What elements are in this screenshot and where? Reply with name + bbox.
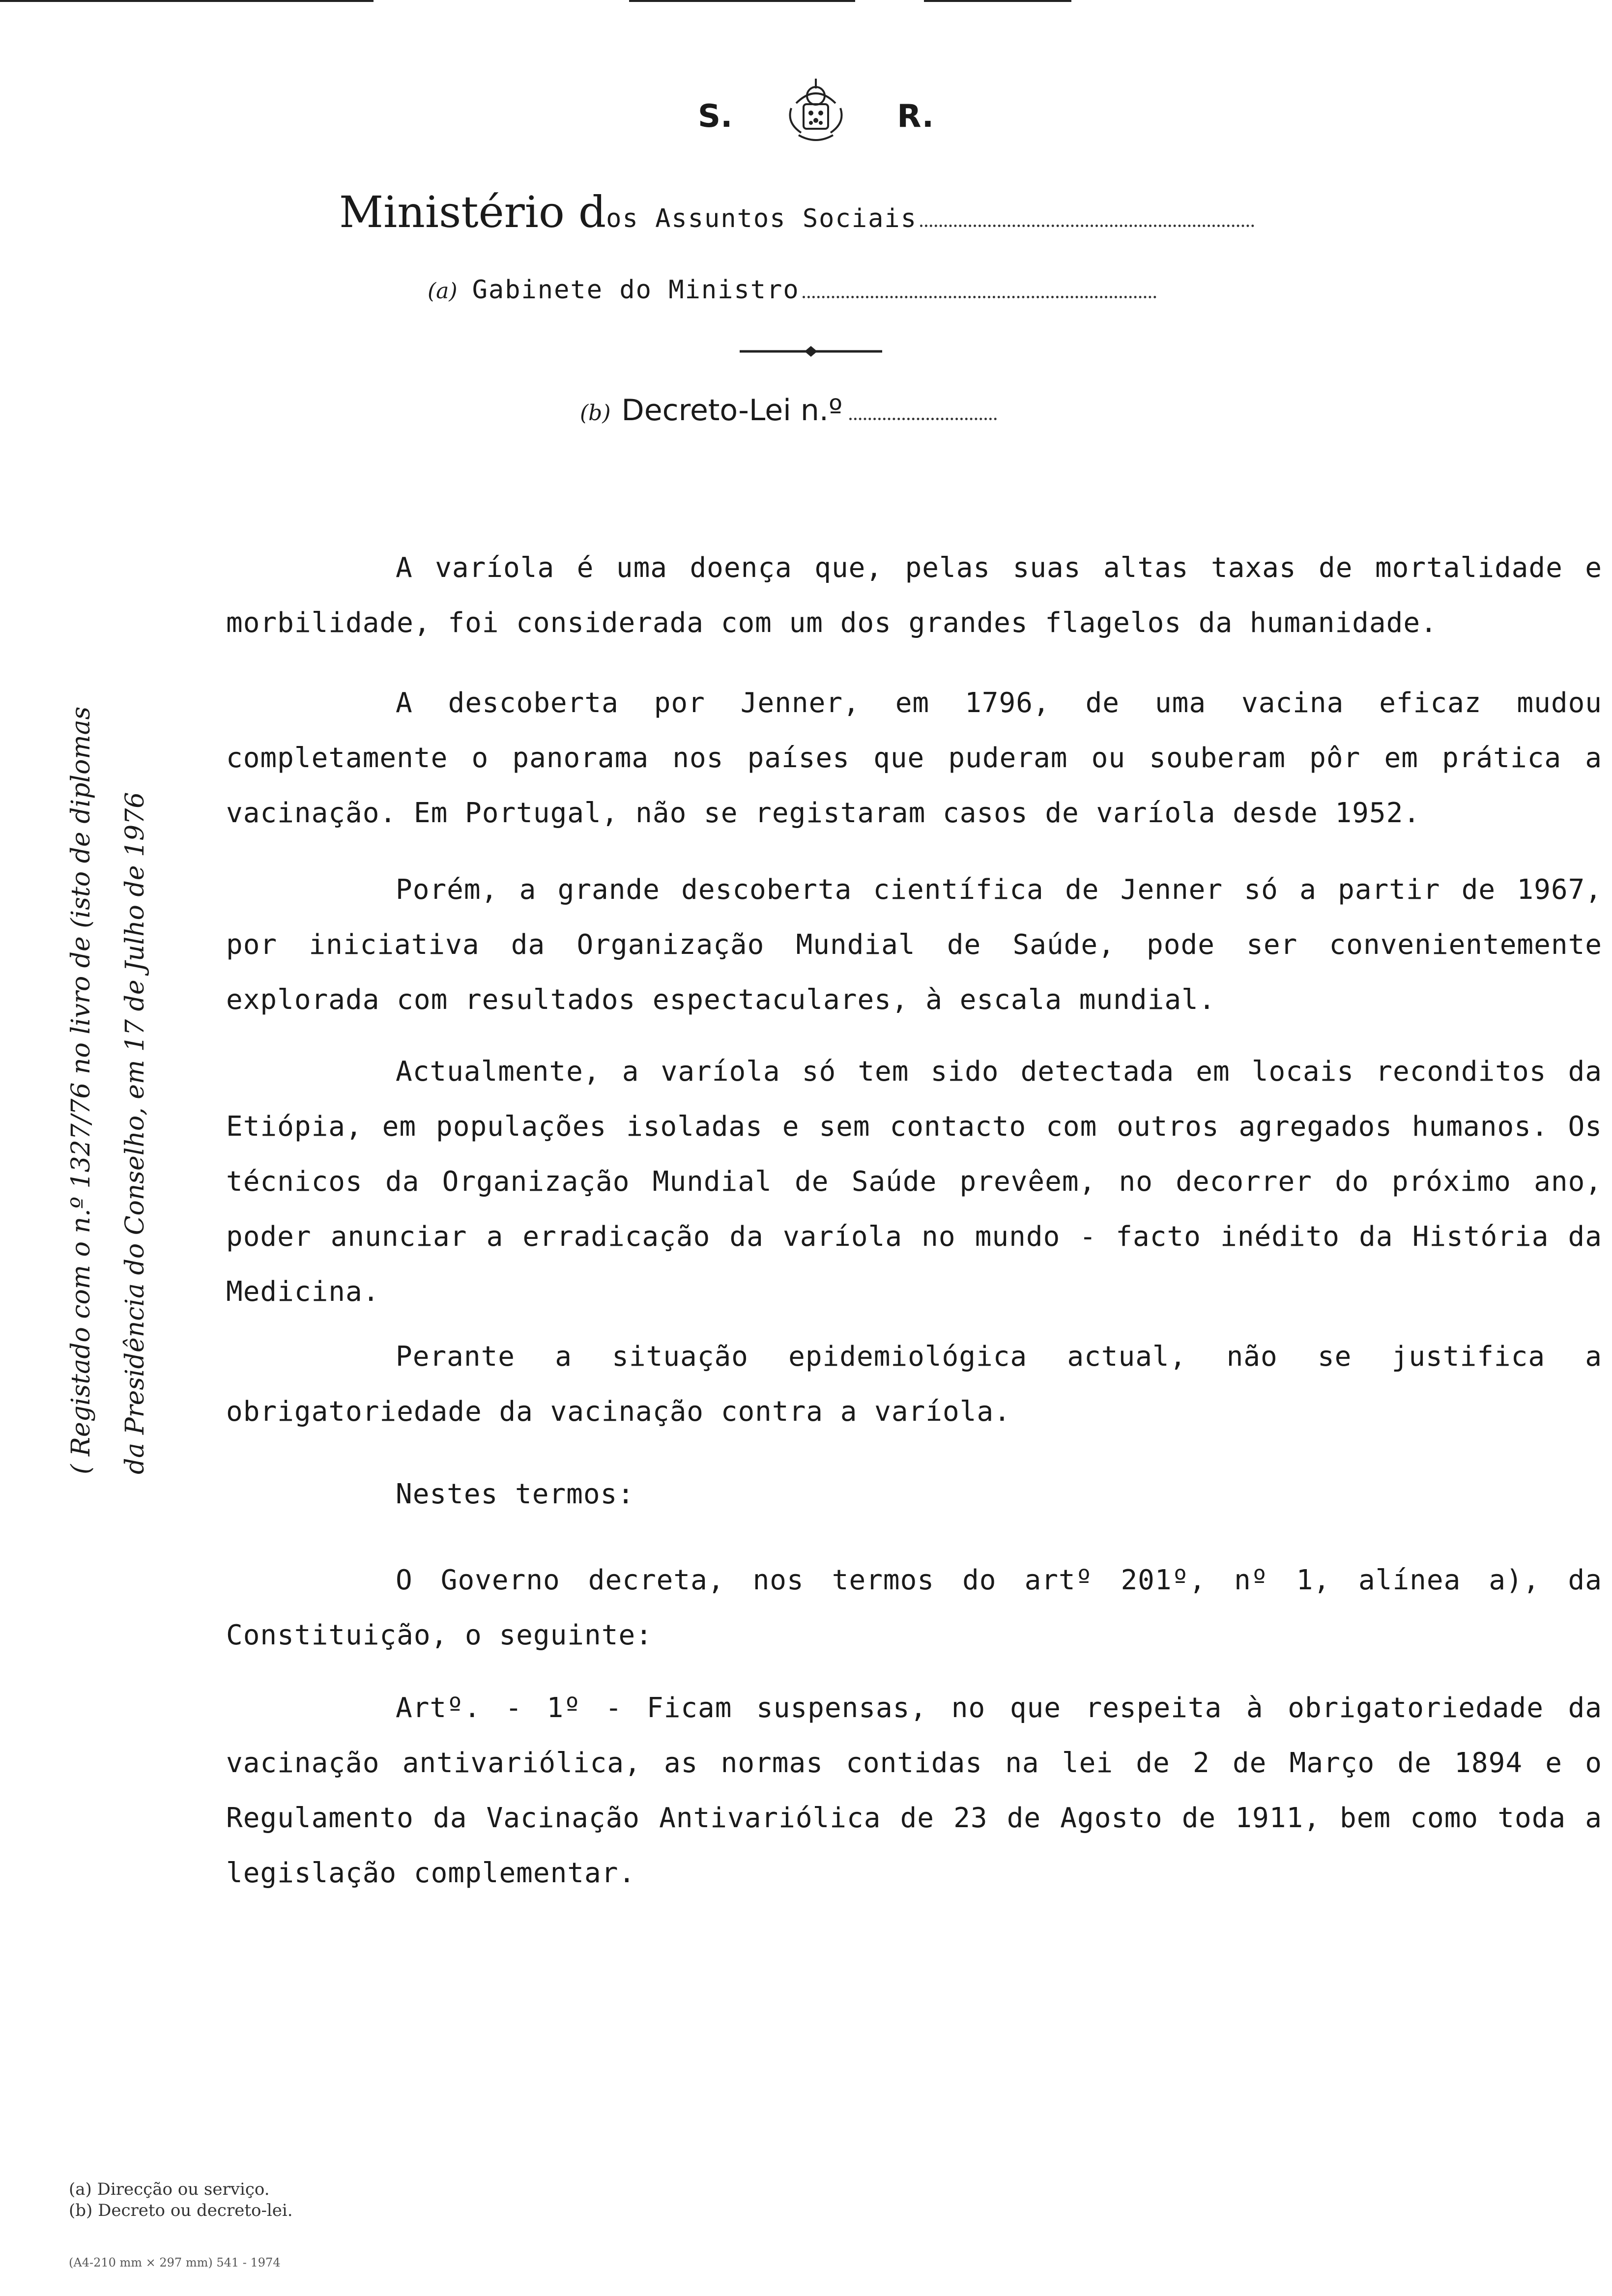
paragraph-current-situation: Actualmente, a varíola só tem sido detectada em locais reconditos da Etiópia, em populações isoladas e sem contacto com outros agregados humanos. Os técnicos da Organização Mundial de Saúde prevêem, no decorrer do próximo ano, poder anunciar a erradicação da varíola no mundo - facto inédito da História da Medicina. [226,1056,1602,1308]
letterhead-s: S. [698,98,733,135]
registration-note-line-1: ( Registado com o n.º 1327/76 no livro de (isto de diplomas [66,706,96,1474]
footnote-a: (a) Direcção ou serviço. [69,2180,270,2199]
decree-number-blank [849,413,997,420]
paragraph-who-exploration: Porém, a grande descoberta científica de Jenner só a partir de 1967, por iniciativa da Organização Mundial de Saúde, pode ser convenientemente explorada com resultados espectaculares, à escala mundial. [226,874,1602,1016]
department-name: Gabinete do Ministro [472,275,800,305]
coat-of-arms-emblem [781,74,850,147]
paragraph-nestes-termos: Nestes termos: [396,1478,635,1510]
form-code: (A4-210 mm × 297 mm) 541 - 1974 [69,2256,281,2269]
dotted-leader [803,291,1156,298]
ministry-name: os Assuntos Sociais [606,204,917,233]
paragraph-jenner-vaccine: A descoberta por Jenner, em 1796, de uma vacina eficaz mudou completamente o panorama nos países que puderam ou souberam pôr em prática a vacinação. Em Portugal, não se registaram casos de varíola desde 1952. [226,687,1602,829]
paragraph-artigo-1: Artº. - 1º - Ficam suspensas, no que respeita à obrigatoriedade da vacinação antivariólica, as normas contidas na lei de 2 de Março de 1894 e o Regulamento da Vacinação Antivariólica de 23 de Agosto de 1911, bem como toda a legislação complementar. [226,1692,1602,1889]
decree-number-line [580,393,997,428]
divider-ornament [740,344,882,359]
decree-label: Decreto-Lei n.º [621,393,843,428]
footnote-marker-a: (a) [428,279,458,304]
top-edge-rule [924,0,1071,2]
top-edge-rule [629,0,855,2]
registration-note-line-2: da Presidência do Conselho, em 17 de Julho de 1976 [120,792,150,1474]
footnote-b: (b) Decreto ou decreto-lei. [69,2201,293,2220]
top-edge-rule [0,0,374,2]
footnote-marker-b: (b) [580,401,611,426]
letterhead-sr [688,74,944,152]
paragraph-smallpox-intro: A varíola é uma doença que, pelas suas altas taxas de mortalidade e morbilidade, foi considerada com um dos grandes flagelos da humanidade. [226,552,1602,639]
paragraph-epidemiological: Perante a situação epidemiológica actual, não se justifica a obrigatoriedade da vacinação contra a varíola. [226,1341,1602,1428]
registration-margin-note [54,707,162,1474]
ministry-prefix: Ministério d [339,187,606,237]
letterhead-r: R. [897,98,934,135]
dotted-leader [920,220,1254,227]
ministry-line [339,187,1254,237]
paragraph-governo-decreta: O Governo decreta, nos termos do artº 201º, nº 1, alínea a), da Constituição, o seguinte: [226,1564,1602,1651]
department-line [428,275,1156,305]
